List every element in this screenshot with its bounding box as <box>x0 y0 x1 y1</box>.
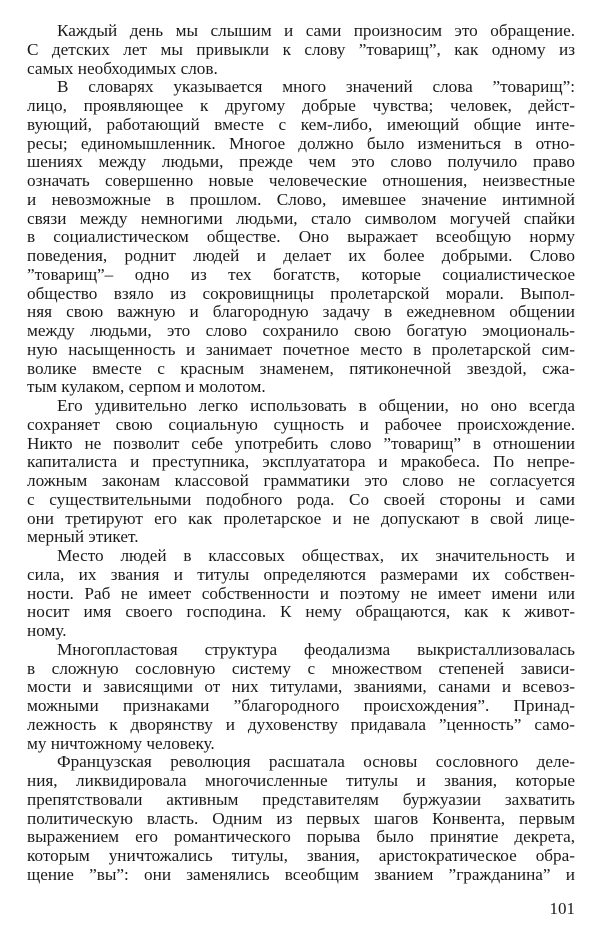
text-line: С детских лет мы привыкли к слову ”товарищ”, как одному из <box>27 39 575 59</box>
text-line: няя свою важную и благородную задачу в ежедневном общении <box>27 302 575 322</box>
text-line: общество взяло из сокровищницы пролетарской морали. Выпол- <box>27 283 575 303</box>
text-line: вующий, работающий вместе с кем-либо, имеющий общие инте- <box>27 114 575 134</box>
text-line: капиталиста и преступника, эксплуататора и мракобеса. По непре- <box>27 452 575 472</box>
text-line: связи между немногими людьми, стало символом могучей спайки <box>27 208 575 228</box>
text-line: тым кулаком, серпом и молотом. <box>27 377 266 397</box>
text-line: между людьми, это слово сохранило свою богатую эмоциональ- <box>27 321 575 340</box>
text-line: самых необходимых слов. <box>27 58 218 78</box>
page-number: 101 <box>549 899 575 918</box>
text-line: ному. <box>27 621 67 640</box>
text-line: Никто не позволит себе употребить слово ”товарищ” в отношении <box>27 433 575 453</box>
text-line: щение ”вы”: они заменялись всеобщим званием ”гражданина” и <box>27 864 575 884</box>
text-line: Его удивительно легко использовать в общении, но оно всегда <box>57 396 575 415</box>
paragraph-1 <box>27 22 575 78</box>
text-line: шениях между людьми, прежде чем это слово получило право <box>27 152 575 172</box>
text-line: с существительными подобного рода. Со своей стороны и сами <box>27 489 575 509</box>
text-line: Многопластовая структура феодализма выкристаллизовалась <box>57 639 575 659</box>
text-line: они третируют его как пролетарское и не допускают в свой лице- <box>27 508 575 528</box>
text-line: сохраняет свою социальную сущность и рабочее происхождение. <box>27 414 575 434</box>
text-line: ния, ликвидировала многочисленные титулы и звания, которые <box>27 771 575 790</box>
text-line: выражением его романтического порыва было принятие декрета, <box>27 827 575 847</box>
text-line: носит имя своего господина. К нему обращаются, как к живот- <box>27 602 575 622</box>
paragraph-5 <box>27 641 575 754</box>
text-line: лицо, проявляющее к другому добрые чувства; человек, дейст- <box>27 96 575 115</box>
text-line: поведения, роднит людей и делает их более добрыми. Слово <box>27 246 575 265</box>
text-line: му ничтожному человеку. <box>27 733 215 753</box>
text-line: и невозможные в прошлом. Слово, имевшее значение интимной <box>27 189 575 209</box>
paragraph-3 <box>27 397 575 547</box>
text-line: означать совершенно новые человеческие отношения, неизвестные <box>27 171 575 190</box>
text-line: сила, их звания и титулы определяются размерами их собствен- <box>27 564 575 584</box>
text-line: можными признаками ”благородного происхождения”. Принад- <box>27 696 575 715</box>
text-line: ”товарищ”– одно из тех богатств, которые социалистическое <box>27 264 575 284</box>
text-line: мости и зависящими от них титулами, званиями, санами и всевоз- <box>27 677 575 697</box>
document-page <box>27 22 575 885</box>
text-line: ности. Раб не имеет собственности и поэтому не имеет имени или <box>27 583 575 603</box>
text-line: ную насыщенность и занимает почетное место в пролетарской сим- <box>27 339 575 359</box>
text-line: Французская революция расшатала основы сословного деле- <box>57 752 575 772</box>
paragraph-2 <box>27 78 575 397</box>
paragraph-6 <box>27 753 575 884</box>
text-line: в социалистическом обществе. Оно выражает всеобщую норму <box>27 227 575 247</box>
text-line: Место людей в классовых обществах, их значительность и <box>57 546 575 565</box>
text-line: лежность к дворянству и духовенству придавала ”ценность” само- <box>27 714 575 734</box>
text-line: мерный этикет. <box>27 527 139 547</box>
text-line: ложным законам классовой грамматики это слово не согласуется <box>27 471 575 490</box>
paragraph-4 <box>27 547 575 641</box>
text-line: В словарях указывается много значений слова ”товарищ”: <box>57 77 575 97</box>
text-line: препятствовали активным представителям буржуазии захватить <box>27 789 575 809</box>
text-line: в сложную сословную систему с множеством степеней зависи- <box>27 658 575 678</box>
text-line: политическую власть. Одним из первых шагов Конвента, первым <box>27 808 575 828</box>
text-line: которым уничтожались титулы, звания, аристократическое обра- <box>27 846 575 865</box>
text-line: волике вместе с красным знаменем, пятиконечной звездой, сжа- <box>27 358 575 378</box>
text-line: ресы; единомышленник. Многое должно было измениться в отно- <box>27 133 575 153</box>
text-line: Каждый день мы слышим и сами произносим это обращение. <box>57 21 575 40</box>
